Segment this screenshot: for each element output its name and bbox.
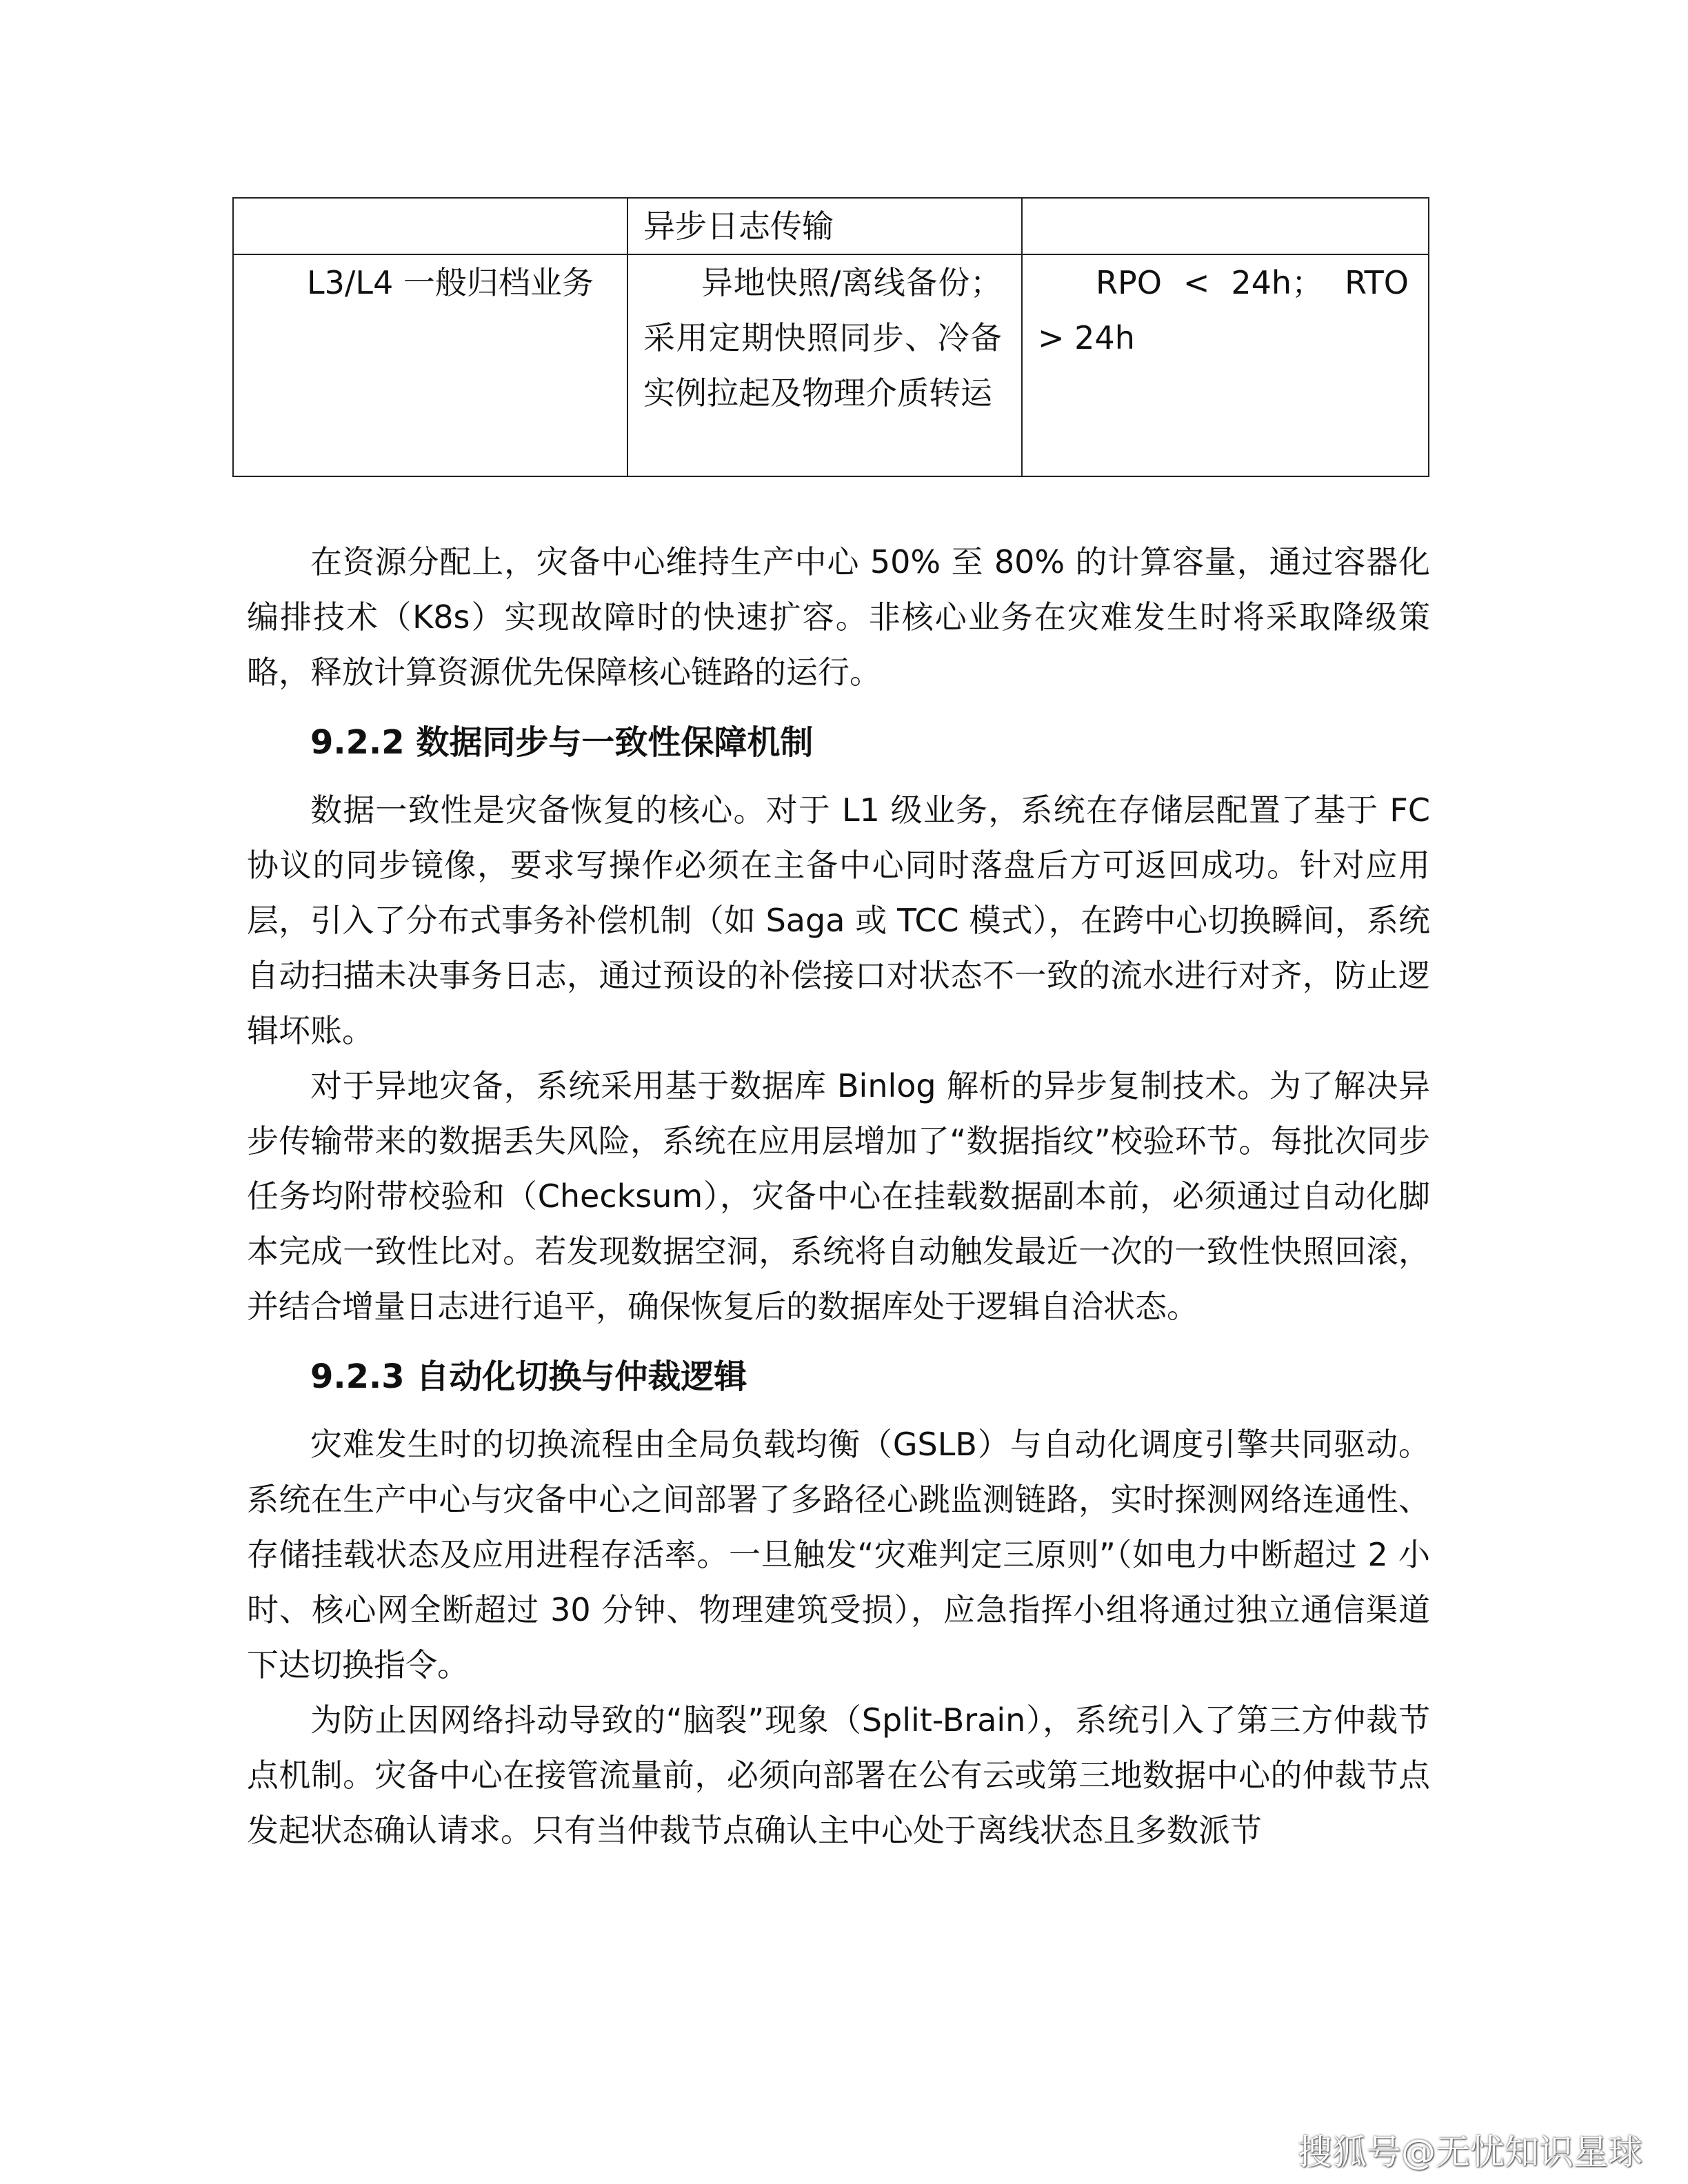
table-cell-level [233,198,627,254]
table-cell-rpo-rto: RPO < 24h； RTO > 24h [1022,254,1429,476]
table-cell-level: L3/L4 一般归档业务 [233,254,627,476]
section-heading-9-2-2: 9.2.2 数据同步与一致性保障机制 [310,723,814,762]
paragraph-data-consistency: 数据一致性是灾备恢复的核心。对于 L1 级业务，系统在存储层配置了基于 FC 协议的同步镜像，要求写操作必须在主备中心同时落盘后方可返回成功。针对应用层，引入了分布式事务补偿机制（如 Saga 或 TCC 模式），在跨中心切换瞬间，系统自动扫描未决事务日志，通过预设的补偿接口对状态不一致的流水进行对齐，防止逻辑坏账。 [247,791,1430,1049]
section-heading-9-2-3: 9.2.3 自动化切换与仲裁逻辑 [310,1357,747,1396]
watermark: 搜狐号@无忧知识星球 [1298,2132,1642,2172]
table-row [233,198,1429,254]
table-cell-rpo-rto [1022,198,1429,254]
recovery-level-table [232,197,1429,477]
paragraph-async-replication: 对于异地灾备，系统采用基于数据库 Binlog 解析的异步复制技术。为了解决异步传输带来的数据丢失风险，系统在应用层增加了“数据指纹”校验环节。每批次同步任务均附带校验和（Checksum），灾备中心在挂载数据副本前，必须通过自动化脚本完成一致性比对。若发现数据空洞，系统将自动触发最近一次的一致性快照回滚，并结合增量日志进行追平，确保恢复后的数据库处于逻辑自洽状态。 [247,1067,1430,1325]
paragraph-split-brain: 为防止因网络抖动导致的“脑裂”现象（Split-Brain），系统引入了第三方仲裁节点机制。灾备中心在接管流量前，必须向部署在公有云或第三地数据中心的仲裁节点发起状态确认请求。只有当仲裁节点确认主中心处于离线状态且多数派节 [247,1701,1430,1849]
paragraph-resource-allocation: 在资源分配上，灾备中心维持生产中心 50% 至 80% 的计算容量，通过容器化编排技术（K8s）实现故障时的快速扩容。非核心业务在灾难发生时将采取降级策略，释放计算资源优先保障核心链路的运行。 [247,543,1430,691]
body-content [247,534,1430,1858]
table-cell-strategy: 异步日志传输 [627,198,1022,254]
paragraph-failover-process: 灾难发生时的切换流程由全局负载均衡（GSLB）与自动化调度引擎共同驱动。系统在生产中心与灾备中心之间部署了多路径心跳监测链路，实时探测网络连通性、存储挂载状态及应用进程存活率。一旦触发“灾难判定三原则”（如电力中断超过 2 小时、核心网全断超过 30 分钟、物理建筑受损），应急指挥小组将通过独立通信渠道下达切换指令。 [247,1426,1430,1684]
table-cell-strategy: 异地快照/离线备份；采用定期快照同步、冷备实例拉起及物理介质转运 [627,254,1022,476]
table-row [233,254,1429,476]
